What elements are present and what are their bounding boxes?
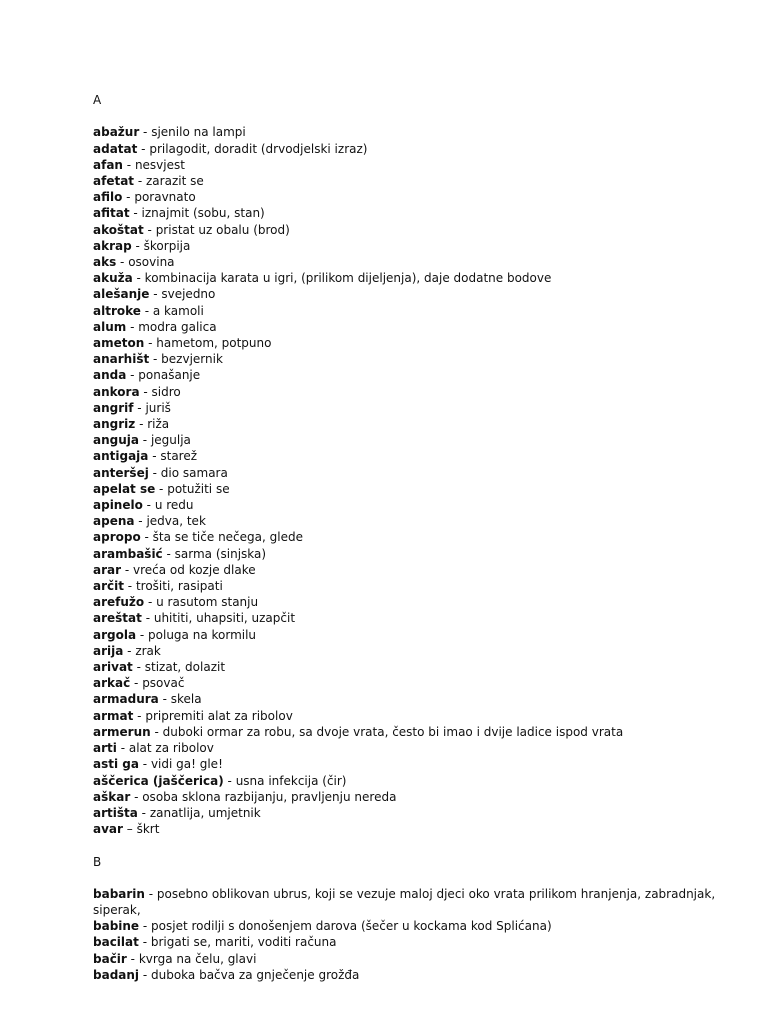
entry-definition: dio samara: [160, 465, 228, 480]
entry-term: armat: [93, 708, 134, 723]
entry-definition: starež: [160, 449, 198, 464]
glossary-entry: [93, 643, 753, 659]
entry-separator: -: [134, 514, 147, 529]
glossary-entry: [93, 675, 753, 691]
entry-definition: pristat uz obalu (brod): [155, 222, 290, 237]
entry-definition: modra galica: [138, 319, 217, 334]
glossary-entry: [93, 286, 753, 302]
entry-term: afilo: [93, 190, 123, 205]
entry-term: badanj: [93, 967, 140, 982]
glossary-entry: [93, 578, 753, 594]
entry-term: apinelo: [93, 498, 143, 513]
entry-term: asti ga: [93, 757, 139, 772]
entry-separator: -: [139, 384, 152, 399]
entry-definition: posjet rodilji s donošenjem darova (šečer u kockama kod Splićana): [151, 919, 552, 934]
glossary-entry: [93, 513, 753, 529]
entry-definition: iznajmit (sobu, stan): [141, 206, 265, 221]
entry-separator: -: [139, 967, 151, 982]
glossary-entry: [93, 610, 753, 626]
entry-definition: sidro: [151, 384, 181, 399]
glossary-entry: [93, 529, 753, 545]
section-b-entries: [93, 886, 753, 983]
entry-separator: -: [158, 692, 171, 707]
entry-definition: jedva, tek: [146, 514, 206, 529]
entry-term: arivat: [93, 660, 133, 675]
entry-definition: zarazit se: [146, 173, 204, 188]
entry-separator: -: [137, 805, 150, 820]
entry-term: aškar: [93, 789, 131, 804]
glossary-entry: [93, 400, 753, 416]
glossary-entry: [93, 189, 753, 205]
entry-definition: potužiti se: [167, 481, 230, 496]
glossary-entry: [93, 205, 753, 221]
entry-definition: zrak: [135, 643, 161, 658]
entry-definition: u rasutom stanju: [156, 595, 259, 610]
entry-separator: -: [138, 433, 151, 448]
glossary-entry: [93, 416, 753, 432]
entry-separator: -: [134, 173, 146, 188]
glossary-entry: [93, 448, 753, 464]
entry-separator: -: [129, 206, 142, 221]
entry-term: argola: [93, 627, 137, 642]
entry-term: altroke: [93, 303, 141, 318]
entry-term: arambašić: [93, 546, 163, 561]
entry-term: aks: [93, 255, 117, 269]
entry-definition: hametom, potpuno: [156, 336, 272, 351]
entry-definition: vidi ga! gle!: [150, 757, 223, 772]
entry-definition: škorpija: [143, 238, 191, 253]
entry-term: angriz: [93, 417, 136, 432]
entry-definition: poluga na kormilu: [148, 627, 257, 642]
entry-term: akrap: [93, 238, 132, 253]
entry-definition: sjenilo na lampi: [151, 125, 246, 140]
entry-definition: brigati se, mariti, voditi računa: [150, 935, 337, 950]
entry-term: arefužo: [93, 595, 145, 610]
entry-term: ameton: [93, 336, 145, 351]
entry-term: apelat se: [93, 481, 156, 496]
entry-definition: duboki ormar za robu, sa dvoje vrata, često bi imao i dvije ladice ispod vrata: [162, 724, 624, 739]
entry-definition: stizat, dolazit: [144, 660, 226, 675]
entry-definition: sarma (sinjska): [174, 546, 267, 561]
entry-separator: -: [150, 724, 163, 739]
glossary-entry: [93, 773, 753, 789]
entry-separator: -: [142, 498, 155, 513]
entry-term: apena: [93, 514, 135, 529]
entry-term: afitat: [93, 206, 130, 221]
entry-definition: usna infekcija (čir): [235, 773, 347, 788]
entry-term: antigaja: [93, 449, 149, 464]
entry-separator: -: [116, 741, 129, 756]
glossary-entry: [93, 222, 753, 238]
entry-term: ankora: [93, 384, 140, 399]
entry-separator: -: [133, 708, 146, 723]
entry-separator: -: [123, 579, 136, 594]
glossary-entry: [93, 432, 753, 448]
entry-definition: alat za ribolov: [128, 741, 214, 756]
entry-definition: nesvjest: [134, 157, 185, 172]
entry-separator: -: [223, 773, 236, 788]
entry-separator: -: [144, 336, 157, 351]
glossary-entry: [93, 756, 753, 772]
entry-separator: -: [126, 319, 139, 334]
entry-term: anteršej: [93, 465, 149, 480]
entry-term: babine: [93, 919, 140, 934]
entry-definition: skela: [170, 692, 202, 707]
entry-separator: -: [130, 676, 143, 691]
entry-separator: -: [162, 546, 175, 561]
glossary-entry: [93, 173, 753, 189]
section-spacer: [93, 837, 753, 853]
entry-definition: kvrga na čelu, glavi: [138, 951, 257, 966]
entry-definition: prilagodit, doradit (drvodjelski izraz): [149, 141, 368, 156]
entry-separator: -: [144, 595, 157, 610]
section-letter-a: A: [93, 93, 102, 107]
entry-term: arčit: [93, 579, 124, 594]
glossary-entry: [93, 238, 753, 254]
glossary-entry: [93, 481, 753, 497]
entry-definition: vreća od kozje dlake: [133, 562, 256, 577]
entry-term: armadura: [93, 692, 159, 707]
entry-term: abažur: [93, 125, 140, 140]
entry-separator: -: [123, 643, 136, 658]
entry-separator: -: [132, 660, 145, 675]
entry-separator: -: [126, 368, 139, 383]
entry-term: aščerica (jaščerica): [93, 773, 224, 788]
entry-separator: -: [138, 757, 151, 772]
glossary-entry: [93, 740, 753, 756]
glossary-entry: [93, 562, 753, 578]
glossary-entry: [93, 497, 753, 513]
glossary-entry: [93, 934, 753, 950]
entry-definition: svejedno: [161, 287, 216, 302]
entry-separator: -: [140, 530, 153, 545]
glossary-entry: [93, 546, 753, 562]
entry-separator: -: [126, 951, 139, 966]
entry-separator: -: [136, 627, 149, 642]
entry-definition: škrt: [136, 822, 160, 837]
entry-separator: -: [130, 789, 143, 804]
entry-term: arija: [93, 643, 124, 658]
entry-term: arkač: [93, 676, 131, 691]
entry-separator: -: [140, 303, 153, 318]
entry-definition: šta se tiče nečega, glede: [152, 530, 303, 545]
entry-definition: trošiti, rasipati: [135, 579, 223, 594]
entry-term: bacilat: [93, 935, 139, 950]
entry-separator: -: [116, 255, 129, 269]
entry-term: arti: [93, 741, 117, 756]
entry-term: babarin: [93, 886, 145, 901]
entry-term: armerun: [93, 724, 151, 739]
entry-definition: juriš: [145, 400, 171, 415]
entry-separator: -: [144, 886, 157, 901]
entry-term: anarhišt: [93, 352, 150, 367]
entry-definition: kombinacija karata u igri, (prilikom dijeljenja), daje dodatne bodove: [144, 271, 552, 286]
entry-term: akuža: [93, 271, 133, 286]
glossary-entry: [93, 367, 753, 383]
glossary-entry: [93, 708, 753, 724]
glossary-entry: [93, 789, 753, 805]
entry-separator: -: [133, 400, 146, 415]
entry-definition: duboka bačva za gnječenje grožđa: [151, 967, 360, 982]
entry-separator: -: [122, 157, 135, 172]
glossary-entry: [93, 157, 753, 173]
entry-definition: bezvjernik: [161, 352, 223, 367]
entry-term: alešanje: [93, 287, 150, 302]
glossary-entry: [93, 918, 753, 934]
entry-term: akoštat: [93, 222, 144, 237]
entry-definition: posebno oblikovan ubrus, koji se vezuje maloj djeci oko vrata prilikom hranjenja, zabradnjak, siperak,: [93, 886, 716, 918]
glossary-entry: [93, 254, 753, 270]
glossary-entry: [93, 124, 753, 140]
entry-definition: poravnato: [134, 190, 196, 205]
entry-separator: -: [139, 125, 152, 140]
entry-definition: uhititi, uhapsiti, uzapčit: [153, 611, 296, 626]
entry-separator: -: [137, 141, 150, 156]
entry-definition: u redu: [154, 498, 194, 513]
section-spacer: [93, 870, 753, 886]
entry-definition: zanatlija, umjetnik: [149, 805, 261, 820]
glossary-entry: [93, 724, 753, 740]
entry-term: avar: [93, 822, 123, 837]
entry-separator: -: [135, 417, 148, 432]
entry-definition: ponašanje: [138, 368, 201, 383]
glossary-entry: [93, 270, 753, 286]
section-spacer: [93, 108, 753, 124]
entry-term: artišta: [93, 805, 138, 820]
glossary-page: [93, 92, 753, 983]
entry-term: arar: [93, 562, 122, 577]
glossary-entry: [93, 319, 753, 335]
glossary-entry: [93, 627, 753, 643]
entry-term: alum: [93, 319, 127, 334]
glossary-entry: [93, 465, 753, 481]
entry-term: areštat: [93, 611, 142, 626]
entry-definition: osoba sklona razbijanju, pravljenju nereda: [142, 789, 397, 804]
entry-separator: -: [149, 287, 162, 302]
entry-separator: -: [149, 352, 162, 367]
entry-separator: -: [155, 481, 168, 496]
glossary-entry: [93, 659, 753, 675]
glossary-entry: [93, 951, 753, 967]
entry-term: angrif: [93, 400, 134, 415]
glossary-entry: [93, 141, 753, 157]
entry-separator: –: [122, 822, 137, 837]
entry-term: anda: [93, 368, 127, 383]
entry-term: apropo: [93, 530, 141, 545]
entry-separator: -: [131, 238, 144, 253]
entry-definition: pripremiti alat za ribolov: [145, 708, 293, 723]
glossary-entry: [93, 335, 753, 351]
entry-separator: -: [121, 562, 133, 577]
entry-separator: -: [148, 465, 161, 480]
glossary-entry: [93, 821, 753, 837]
entry-separator: -: [122, 190, 135, 205]
glossary-entry: [93, 967, 753, 983]
glossary-entry: [93, 886, 753, 918]
entry-definition: jegulja: [150, 433, 191, 448]
glossary-entry: [93, 594, 753, 610]
entry-term: anguja: [93, 433, 139, 448]
entry-separator: -: [132, 271, 145, 286]
entry-separator: -: [148, 449, 161, 464]
entry-separator: -: [139, 919, 152, 934]
entry-separator: -: [138, 935, 151, 950]
entry-definition: psovač: [142, 676, 185, 691]
entry-definition: riža: [147, 417, 170, 432]
glossary-entry: [93, 351, 753, 367]
entry-separator: -: [141, 611, 154, 626]
glossary-entry: [93, 691, 753, 707]
entry-term: bačir: [93, 951, 127, 966]
glossary-entry: [93, 303, 753, 319]
glossary-entry: [93, 805, 753, 821]
entry-term: afetat: [93, 173, 135, 188]
glossary-entry: [93, 384, 753, 400]
entry-term: afan: [93, 157, 123, 172]
entry-separator: -: [143, 222, 156, 237]
section-a-entries: [93, 124, 753, 837]
section-letter-b: B: [93, 854, 102, 869]
entry-definition: a kamoli: [152, 303, 204, 318]
entry-definition: osovina: [128, 255, 175, 269]
entry-term: adatat: [93, 141, 138, 156]
